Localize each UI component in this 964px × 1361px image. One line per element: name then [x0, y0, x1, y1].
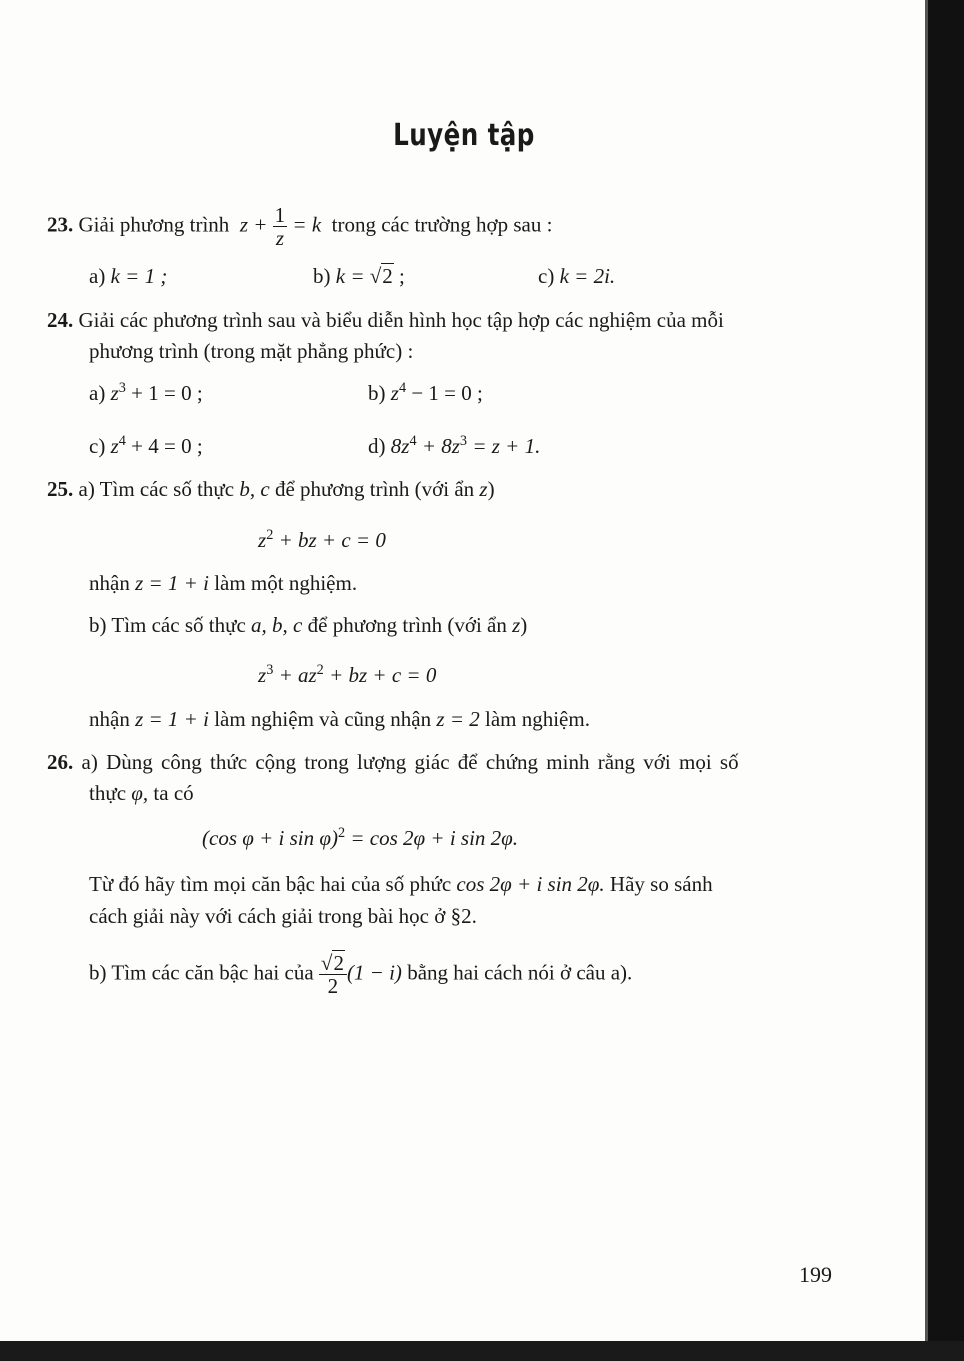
exercise-26-part-a-line4: cách giải này với cách giải trong bài học ở §2. [89, 904, 477, 928]
exercise-23-part-c: c) k = 2i. [538, 264, 616, 288]
square-root: √2 [369, 264, 393, 288]
exercise-24-part-d: d) $8z^4 + 8z^3 = z + 1$. [368, 433, 541, 458]
exercise-24-part-b: b) $z^4 - 1 = 0$ ; [368, 380, 483, 405]
square-root: √2 [320, 951, 344, 975]
scan-border-bottom [0, 1341, 964, 1361]
exercise-number: 23. [47, 212, 74, 237]
exercise-number: 25. [47, 477, 74, 501]
section-title: Luyện tập [393, 118, 535, 153]
exercise-24-statement-line2: phương trình (trong mặt phẳng phức) : [89, 339, 414, 363]
exercise-25-part-b-condition: nhận z = 1 + i làm nghiệm và cũng nhận z = 2 làm nghiệm. [89, 707, 590, 731]
fraction: $\frac{1}{z}$ [274, 203, 286, 251]
exercise-23-part-a: a) k = 1 ; [89, 264, 168, 288]
exercise-26-part-a: 26. a) Dùng công thức cộng trong lượng giác để chứng minh rằng với mọi số [47, 750, 739, 774]
exercise-26-part-b: b) Tìm các căn bậc hai của $\frac{√2}{2}$ (1 − i) bằng hai cách nói ở câu a). [89, 951, 633, 999]
equation-de-moivre: (cos φ + i sin φ)$^2$ = cos 2φ + i sin 2φ. [202, 825, 519, 850]
scan-border-right [928, 0, 964, 1361]
exercise-23-part-b: b) k = √2 ; [313, 264, 405, 288]
exercise-number: 26. [47, 750, 74, 774]
exercise-25-part-a: 25. a) Tìm các số thực b, c để phương trình (với ẩn z) [47, 477, 495, 501]
exercise-24-part-a: a) $z^3 + 1 = 0$ ; [89, 380, 203, 405]
equation-quadratic: $z^2$ + bz + c = 0 [258, 527, 386, 552]
exercise-23-statement: 23. Giải phương trình z + $\frac{1}{z}$ = k trong các trường hợp sau : [47, 203, 553, 251]
exercise-number: 24. [47, 308, 74, 332]
exercise-24-statement: 24. Giải các phương trình sau và biểu diễn hình học tập hợp các nghiệm của mỗi [47, 308, 724, 332]
exercise-26-part-a-line3: Từ đó hãy tìm mọi căn bậc hai của số phức cos 2φ + i sin 2φ. Hãy so sánh [89, 872, 713, 896]
exercise-25-part-b: b) Tìm các số thực a, b, c để phương trình (với ẩn z) [89, 613, 528, 637]
exercise-26-part-a-line2: thực φ, ta có [89, 781, 194, 805]
exercise-25-part-a-condition: nhận z = 1 + i làm một nghiệm. [89, 571, 358, 595]
exercise-24-part-c: c) $z^4 + 4 = 0$ ; [89, 433, 203, 458]
page-number: 199 [799, 1262, 832, 1287]
equation-cubic: $z^3 + az^2$ + bz + c = 0 [258, 662, 437, 687]
fraction: $\frac{√2}{2}$ [319, 952, 347, 997]
